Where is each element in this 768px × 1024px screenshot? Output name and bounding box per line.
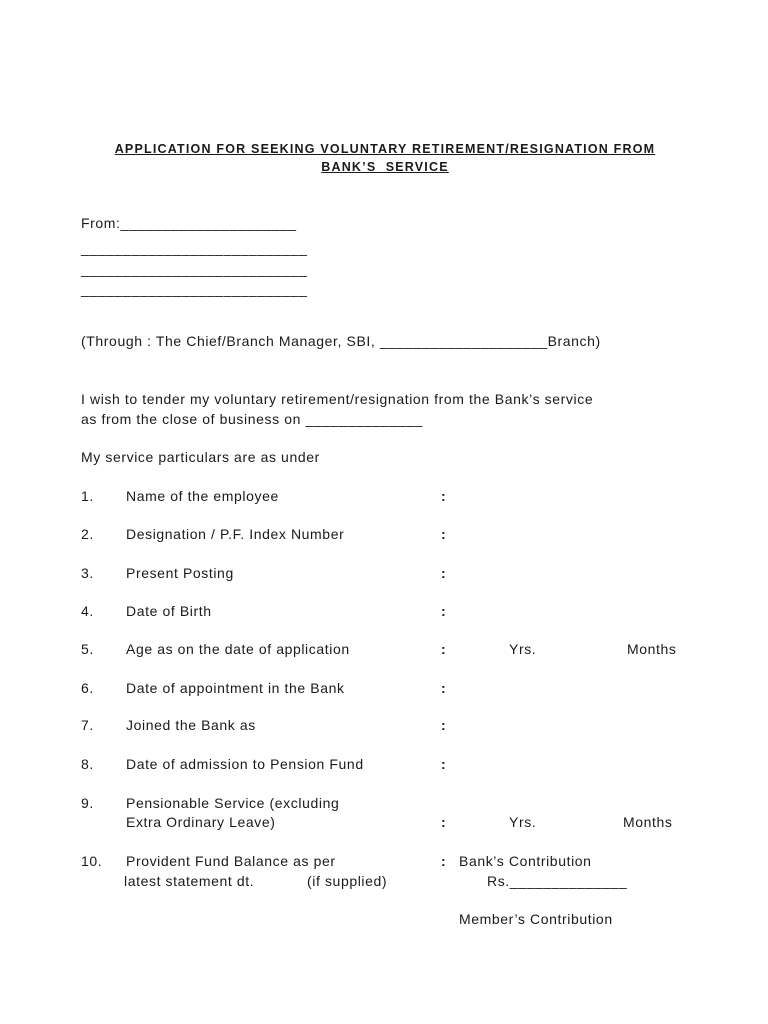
item-label: Date of Birth (126, 603, 212, 619)
intro-line-1: I wish to tender my voluntary retirement/resignation from the Bank’s service (81, 391, 594, 407)
item-colon: : (441, 565, 447, 581)
item-colon: : (441, 853, 447, 869)
months-label: Months (627, 641, 677, 657)
item-number: 9. (81, 795, 94, 811)
months-label: Months (623, 814, 673, 830)
from-line-4: ___________________________ (81, 281, 308, 297)
item-label: Designation / P.F. Index Number (126, 526, 345, 542)
item-label: Present Posting (126, 565, 234, 581)
item-label: Date of admission to Pension Fund (126, 756, 364, 772)
item-label-continued: Extra Ordinary Leave) (126, 814, 276, 830)
from-line-3: ___________________________ (81, 261, 308, 277)
item-colon: : (441, 641, 447, 657)
item-colon: : (441, 717, 447, 733)
item-colon: : (441, 488, 447, 504)
bank-contribution-label: Bank’s Contribution (459, 853, 592, 869)
document-title-line1: APPLICATION FOR SEEKING VOLUNTARY RETIREMENT/RESIGNATION FROM (114, 142, 656, 156)
item-number: 8. (81, 756, 94, 772)
item-number: 4. (81, 603, 94, 619)
years-label: Yrs. (509, 814, 537, 830)
from-line-2: ___________________________ (81, 240, 308, 256)
years-label: Yrs. (509, 641, 537, 657)
item-label-continued: latest statement dt. (124, 873, 255, 889)
item-label: Age as on the date of application (126, 641, 350, 657)
item-number: 5. (81, 641, 94, 657)
item-label: Name of the employee (126, 488, 279, 504)
item-number: 2. (81, 526, 94, 542)
document-title-line2: BANK’S SERVICE (321, 160, 449, 174)
item-colon: : (441, 680, 447, 696)
item-colon: : (441, 603, 447, 619)
from-line-1: From:_____________________ (81, 215, 297, 231)
intro-line-2: as from the close of business on ______________ (81, 411, 423, 427)
item-label-note: (if supplied) (307, 873, 388, 889)
item-colon: : (441, 814, 447, 830)
item-number: 7. (81, 717, 94, 733)
item-number: 3. (81, 565, 94, 581)
through-line: (Through : The Chief/Branch Manager, SBI, ____________________Branch) (81, 333, 601, 349)
item-number: 1. (81, 488, 94, 504)
item-label: Joined the Bank as (126, 717, 256, 733)
item-number: 6. (81, 680, 94, 696)
particulars-heading: My service particulars are as under (81, 449, 320, 465)
item-colon: : (441, 756, 447, 772)
item-label: Date of appointment in the Bank (126, 680, 345, 696)
member-contribution-label: Member’s Contribution (459, 911, 613, 927)
item-colon: : (441, 526, 447, 542)
item-label: Pensionable Service (excluding (126, 795, 340, 811)
item-label: Provident Fund Balance as per (126, 853, 336, 869)
item-number: 10. (81, 853, 103, 869)
rs-amount-line: Rs.______________ (487, 873, 628, 889)
